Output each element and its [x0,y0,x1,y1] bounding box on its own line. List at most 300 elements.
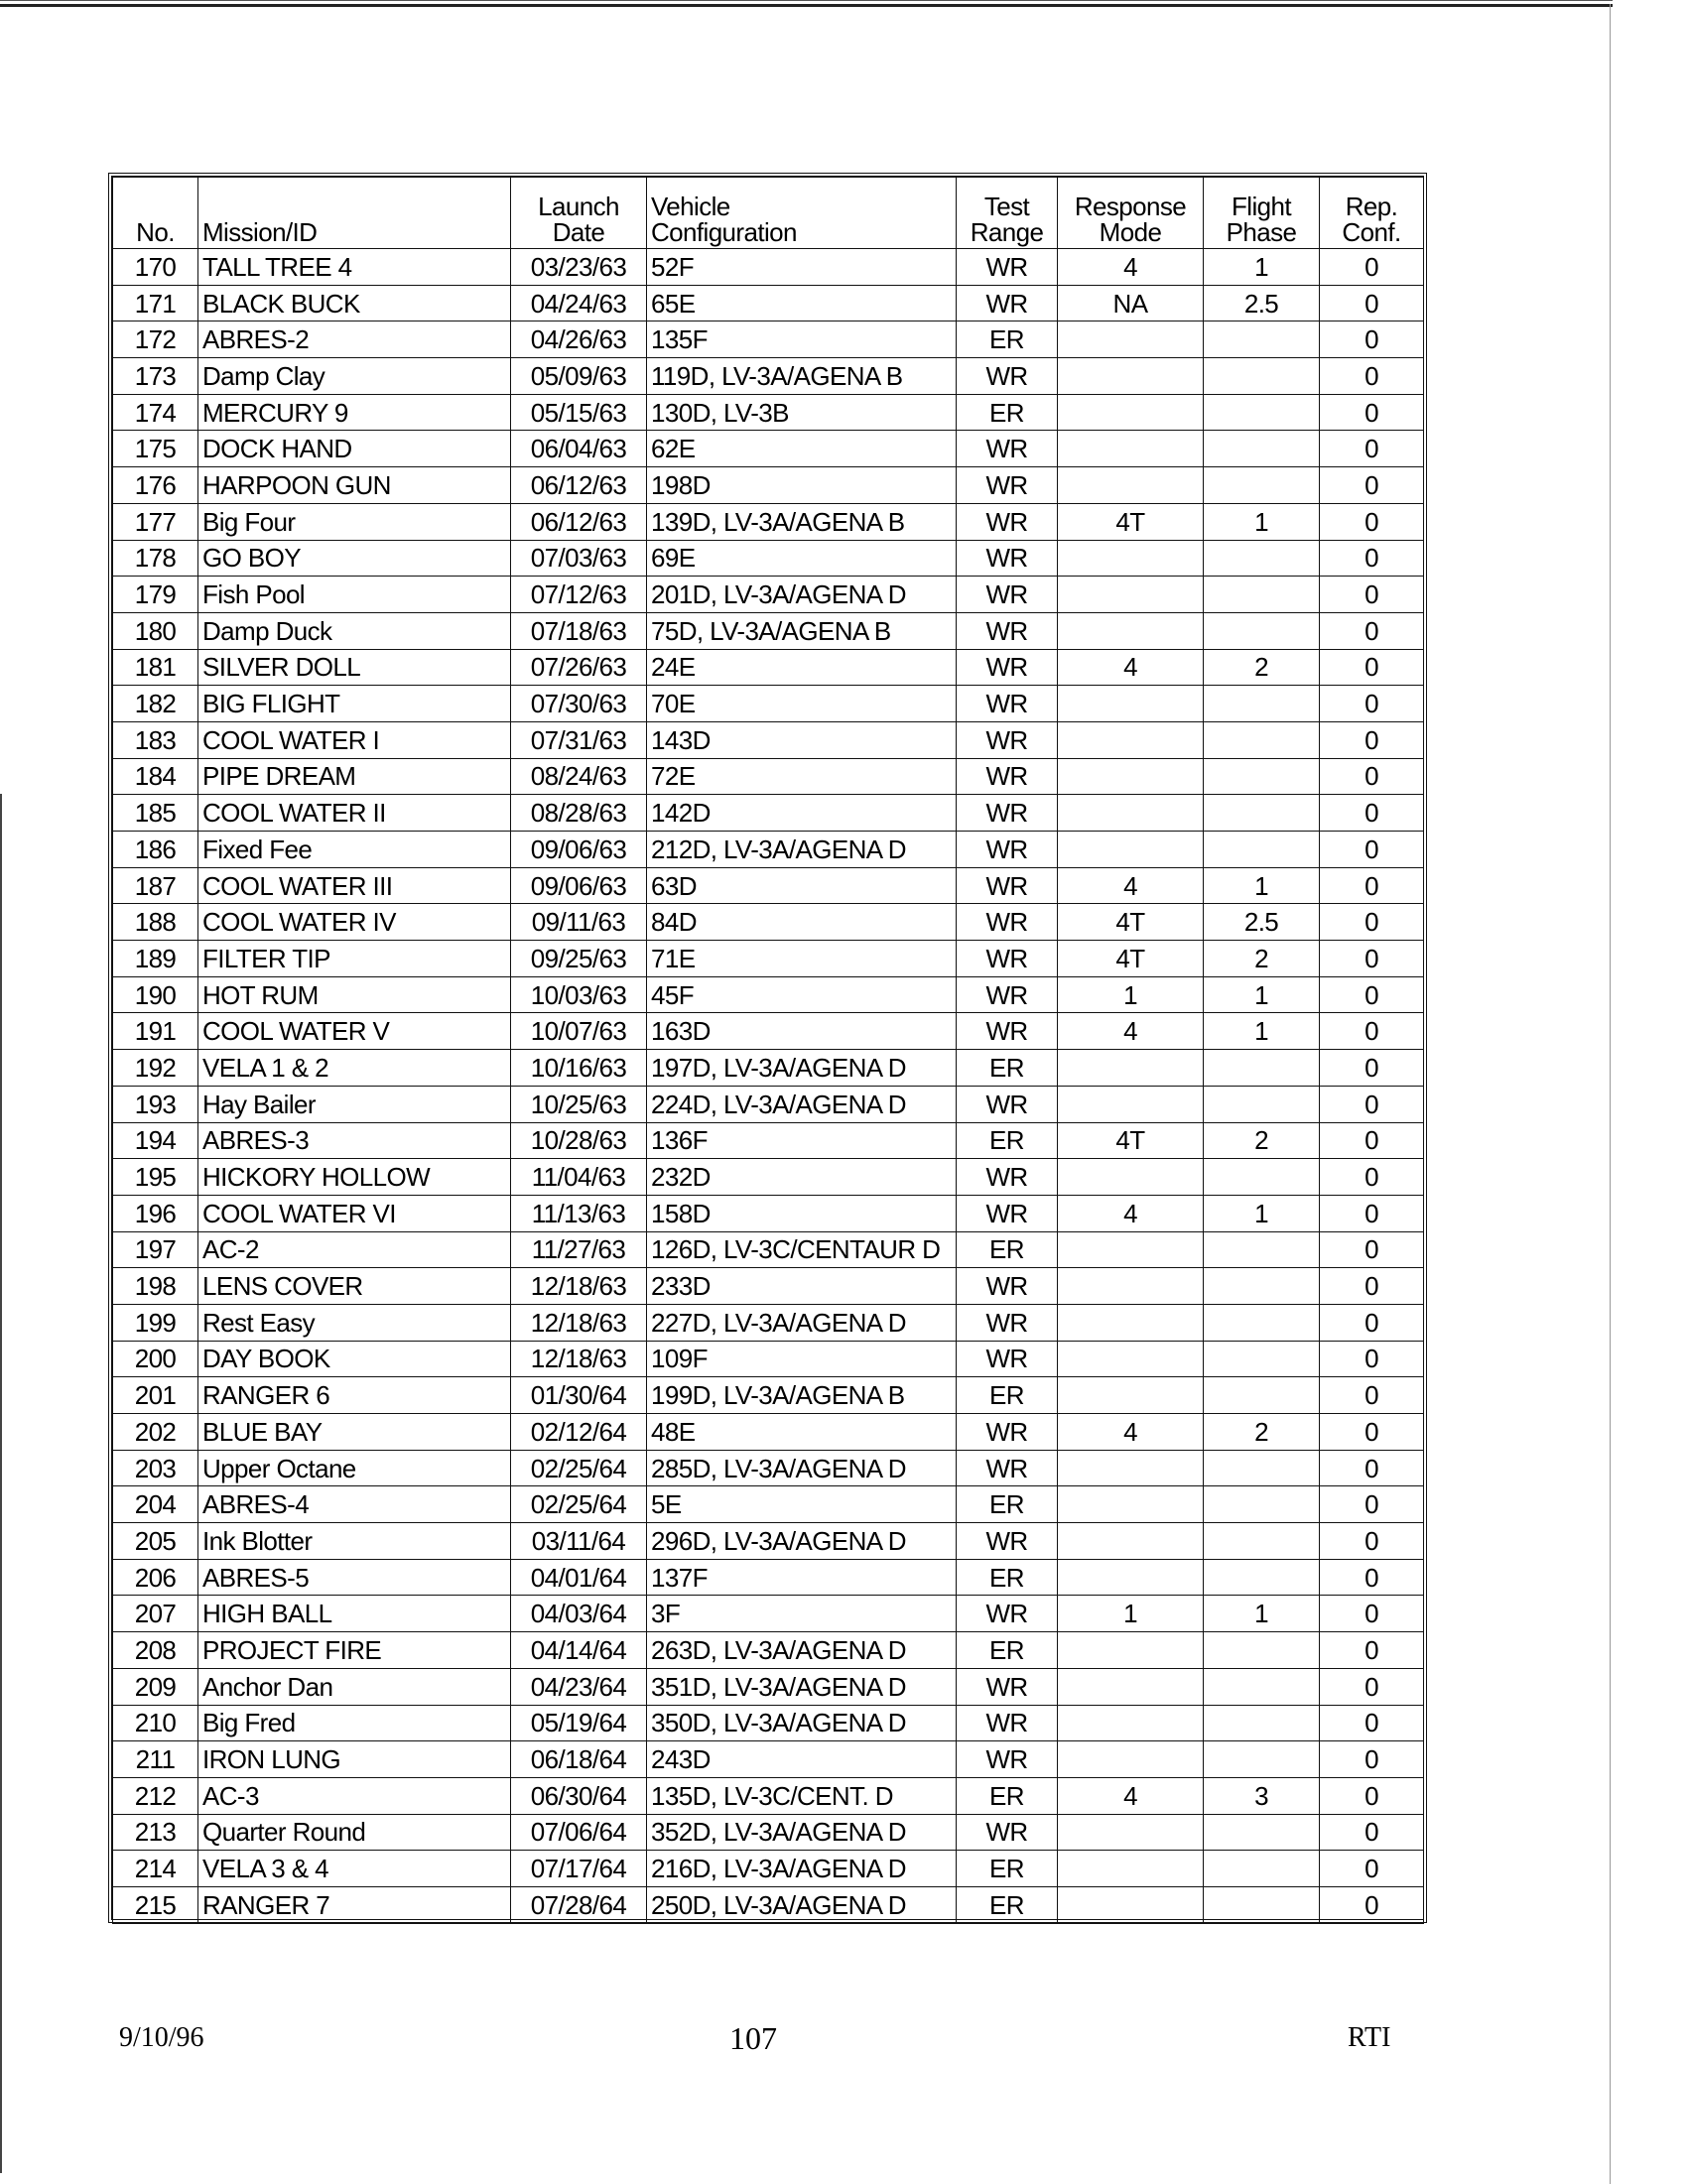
cell-test-range: WR [957,758,1058,795]
cell-vehicle-configuration: 216D, LV-3A/AGENA D [647,1851,957,1887]
cell-vehicle-configuration: 163D [647,1013,957,1050]
cell-flight-phase: 1 [1204,1195,1320,1231]
cell-no: 183 [113,721,198,758]
table-row [113,976,1424,1013]
cell-no: 204 [113,1486,198,1523]
cell-response-mode [1058,795,1204,832]
cell-launch-date: 06/18/64 [511,1741,647,1778]
cell-vehicle-configuration: 119D, LV-3A/AGENA B [647,358,957,395]
header-launch-date: Launch Date [511,178,647,249]
cell-rep-conf: 0 [1320,941,1424,977]
cell-test-range: WR [957,1814,1058,1851]
cell-vehicle-configuration: 263D, LV-3A/AGENA D [647,1632,957,1669]
cell-flight-phase: 2 [1204,649,1320,686]
cell-vehicle-configuration: 351D, LV-3A/AGENA D [647,1668,957,1705]
cell-response-mode [1058,577,1204,613]
cell-rep-conf: 0 [1320,867,1424,904]
cell-response-mode [1058,1304,1204,1341]
cell-test-range: WR [957,1341,1058,1377]
cell-launch-date: 12/18/63 [511,1268,647,1305]
cell-rep-conf: 0 [1320,249,1424,286]
cell-flight-phase [1204,1159,1320,1196]
cell-launch-date: 04/23/64 [511,1668,647,1705]
cell-no: 207 [113,1596,198,1632]
cell-no: 212 [113,1777,198,1814]
header-no: No. [113,178,198,249]
cell-launch-date: 03/23/63 [511,249,647,286]
cell-launch-date: 07/18/63 [511,612,647,649]
cell-vehicle-configuration: 52F [647,249,957,286]
cell-flight-phase: 2 [1204,1414,1320,1451]
cell-no: 176 [113,467,198,504]
cell-test-range: WR [957,1705,1058,1741]
cell-no: 211 [113,1741,198,1778]
cell-no: 174 [113,394,198,431]
cell-launch-date: 07/26/63 [511,649,647,686]
cell-mission: DOCK HAND [198,431,511,467]
cell-vehicle-configuration: 243D [647,1741,957,1778]
table-row [113,1450,1424,1486]
cell-response-mode [1058,394,1204,431]
cell-vehicle-configuration: 352D, LV-3A/AGENA D [647,1814,957,1851]
cell-flight-phase [1204,321,1320,358]
cell-flight-phase [1204,540,1320,577]
cell-launch-date: 09/06/63 [511,867,647,904]
cell-rep-conf: 0 [1320,1304,1424,1341]
cell-flight-phase [1204,1886,1320,1923]
table-row [113,1523,1424,1560]
cell-mission: AC-3 [198,1777,511,1814]
cell-mission: RANGER 6 [198,1377,511,1414]
cell-mission: ABRES-3 [198,1122,511,1159]
cell-test-range: WR [957,285,1058,321]
cell-vehicle-configuration: 232D [647,1159,957,1196]
cell-flight-phase [1204,1741,1320,1778]
cell-vehicle-configuration: 135F [647,321,957,358]
cell-launch-date: 02/25/64 [511,1486,647,1523]
table-row [113,1122,1424,1159]
cell-response-mode [1058,1559,1204,1596]
cell-test-range: WR [957,467,1058,504]
cell-response-mode: 4 [1058,1414,1204,1451]
cell-rep-conf: 0 [1320,686,1424,722]
cell-flight-phase: 1 [1204,976,1320,1013]
table-row [113,758,1424,795]
header-mission: Mission/ID [198,178,511,249]
cell-no: 187 [113,867,198,904]
cell-mission: PROJECT FIRE [198,1632,511,1669]
cell-mission: Anchor Dan [198,1668,511,1705]
cell-no: 203 [113,1450,198,1486]
cell-test-range: WR [957,1450,1058,1486]
cell-test-range: WR [957,577,1058,613]
cell-flight-phase [1204,1377,1320,1414]
cell-rep-conf: 0 [1320,1814,1424,1851]
cell-launch-date: 06/12/63 [511,467,647,504]
cell-no: 215 [113,1886,198,1923]
cell-test-range: ER [957,1231,1058,1268]
cell-no: 181 [113,649,198,686]
cell-response-mode: 4T [1058,904,1204,941]
top-border [0,4,1613,7]
cell-response-mode [1058,540,1204,577]
cell-launch-date: 11/27/63 [511,1231,647,1268]
cell-mission: Upper Octane [198,1450,511,1486]
table-row [113,1159,1424,1196]
cell-test-range: ER [957,321,1058,358]
cell-response-mode [1058,358,1204,395]
table-row [113,904,1424,941]
table-row [113,467,1424,504]
cell-vehicle-configuration: 143D [647,721,957,758]
header-flight-phase: Flight Phase [1204,178,1320,249]
cell-flight-phase [1204,1341,1320,1377]
cell-mission: VELA 3 & 4 [198,1851,511,1887]
cell-launch-date: 07/30/63 [511,686,647,722]
cell-response-mode: 4T [1058,941,1204,977]
cell-test-range: WR [957,1086,1058,1122]
cell-vehicle-configuration: 233D [647,1268,957,1305]
cell-no: 190 [113,976,198,1013]
cell-test-range: WR [957,1668,1058,1705]
cell-test-range: WR [957,832,1058,868]
cell-launch-date: 05/15/63 [511,394,647,431]
header-test-range: Test Range [957,178,1058,249]
cell-rep-conf: 0 [1320,1086,1424,1122]
cell-rep-conf: 0 [1320,1231,1424,1268]
cell-launch-date: 12/18/63 [511,1341,647,1377]
cell-rep-conf: 0 [1320,1341,1424,1377]
cell-no: 195 [113,1159,198,1196]
cell-mission: ABRES-5 [198,1559,511,1596]
cell-mission: PIPE DREAM [198,758,511,795]
table-row [113,503,1424,540]
cell-launch-date: 02/12/64 [511,1414,647,1451]
cell-rep-conf: 0 [1320,1632,1424,1669]
cell-rep-conf: 0 [1320,1851,1424,1887]
cell-launch-date: 03/11/64 [511,1523,647,1560]
cell-flight-phase [1204,1851,1320,1887]
cell-test-range: WR [957,1414,1058,1451]
cell-launch-date: 10/28/63 [511,1122,647,1159]
cell-flight-phase [1204,1523,1320,1560]
cell-rep-conf: 0 [1320,1050,1424,1087]
cell-no: 193 [113,1086,198,1122]
cell-no: 196 [113,1195,198,1231]
cell-rep-conf: 0 [1320,1523,1424,1560]
table-row [113,1741,1424,1778]
cell-no: 179 [113,577,198,613]
cell-test-range: ER [957,1486,1058,1523]
table-row [113,358,1424,395]
table-row [113,1777,1424,1814]
cell-test-range: WR [957,1741,1058,1778]
cell-mission: Hay Bailer [198,1086,511,1122]
cell-rep-conf: 0 [1320,1195,1424,1231]
cell-response-mode: 4 [1058,1195,1204,1231]
cell-mission: FILTER TIP [198,941,511,977]
cell-launch-date: 07/06/64 [511,1814,647,1851]
cell-rep-conf: 0 [1320,649,1424,686]
cell-rep-conf: 0 [1320,758,1424,795]
table-row [113,1195,1424,1231]
cell-test-range: WR [957,941,1058,977]
cell-vehicle-configuration: 197D, LV-3A/AGENA D [647,1050,957,1087]
cell-rep-conf: 0 [1320,976,1424,1013]
cell-rep-conf: 0 [1320,1486,1424,1523]
cell-response-mode [1058,1705,1204,1741]
cell-response-mode: 1 [1058,976,1204,1013]
cell-mission: AC-2 [198,1231,511,1268]
cell-no: 173 [113,358,198,395]
header-response-mode: Response Mode [1058,178,1204,249]
cell-test-range: WR [957,1013,1058,1050]
cell-no: 199 [113,1304,198,1341]
cell-response-mode [1058,431,1204,467]
cell-no: 180 [113,612,198,649]
cell-mission: COOL WATER VI [198,1195,511,1231]
table-row [113,577,1424,613]
cell-response-mode [1058,1523,1204,1560]
cell-test-range: ER [957,394,1058,431]
cell-vehicle-configuration: 224D, LV-3A/AGENA D [647,1086,957,1122]
cell-response-mode: 1 [1058,1596,1204,1632]
cell-test-range: ER [957,1632,1058,1669]
table-row [113,249,1424,286]
cell-response-mode: 4 [1058,649,1204,686]
cell-no: 171 [113,285,198,321]
cell-mission: BIG FLIGHT [198,686,511,722]
cell-no: 202 [113,1414,198,1451]
cell-flight-phase [1204,577,1320,613]
table-row [113,1486,1424,1523]
cell-vehicle-configuration: 72E [647,758,957,795]
cell-test-range: WR [957,431,1058,467]
table-row [113,721,1424,758]
cell-flight-phase [1204,1304,1320,1341]
cell-test-range: WR [957,795,1058,832]
cell-mission: HIGH BALL [198,1596,511,1632]
table-row [113,1668,1424,1705]
cell-test-range: WR [957,1195,1058,1231]
cell-no: 186 [113,832,198,868]
cell-test-range: WR [957,540,1058,577]
cell-vehicle-configuration: 63D [647,867,957,904]
cell-rep-conf: 0 [1320,467,1424,504]
table-row [113,1814,1424,1851]
cell-launch-date: 04/01/64 [511,1559,647,1596]
table-row [113,394,1424,431]
cell-mission: TALL TREE 4 [198,249,511,286]
table-row [113,1632,1424,1669]
table-row [113,612,1424,649]
cell-response-mode [1058,321,1204,358]
mission-table [112,177,1424,1924]
cell-vehicle-configuration: 350D, LV-3A/AGENA D [647,1705,957,1741]
cell-response-mode [1058,612,1204,649]
cell-response-mode [1058,1450,1204,1486]
cell-mission: IRON LUNG [198,1741,511,1778]
cell-launch-date: 07/28/64 [511,1886,647,1923]
cell-no: 214 [113,1851,198,1887]
cell-mission: Damp Clay [198,358,511,395]
cell-test-range: WR [957,904,1058,941]
cell-rep-conf: 0 [1320,1886,1424,1923]
cell-test-range: WR [957,249,1058,286]
cell-flight-phase [1204,721,1320,758]
cell-flight-phase [1204,431,1320,467]
cell-mission: ABRES-2 [198,321,511,358]
cell-flight-phase: 2.5 [1204,904,1320,941]
cell-mission: COOL WATER III [198,867,511,904]
cell-response-mode [1058,1050,1204,1087]
cell-mission: RANGER 7 [198,1886,511,1923]
table-row [113,1013,1424,1050]
cell-vehicle-configuration: 45F [647,976,957,1013]
cell-test-range: ER [957,1886,1058,1923]
cell-rep-conf: 0 [1320,1414,1424,1451]
cell-rep-conf: 0 [1320,1596,1424,1632]
table-row [113,1341,1424,1377]
cell-mission: COOL WATER IV [198,904,511,941]
cell-mission: HICKORY HOLLOW [198,1159,511,1196]
cell-mission: COOL WATER II [198,795,511,832]
cell-flight-phase: 2 [1204,941,1320,977]
cell-no: 197 [113,1231,198,1268]
cell-response-mode [1058,832,1204,868]
cell-rep-conf: 0 [1320,577,1424,613]
table-row [113,649,1424,686]
cell-no: 172 [113,321,198,358]
cell-response-mode [1058,1741,1204,1778]
table-row [113,1559,1424,1596]
cell-test-range: WR [957,649,1058,686]
cell-mission: Quarter Round [198,1814,511,1851]
table-header-row [113,178,1424,249]
cell-vehicle-configuration: 69E [647,540,957,577]
cell-flight-phase [1204,394,1320,431]
cell-flight-phase [1204,1231,1320,1268]
cell-rep-conf: 0 [1320,1122,1424,1159]
cell-launch-date: 05/19/64 [511,1705,647,1741]
cell-no: 175 [113,431,198,467]
cell-test-range: WR [957,1159,1058,1196]
cell-no: 206 [113,1559,198,1596]
cell-no: 198 [113,1268,198,1305]
cell-mission: COOL WATER V [198,1013,511,1050]
cell-no: 213 [113,1814,198,1851]
cell-launch-date: 04/26/63 [511,321,647,358]
cell-rep-conf: 0 [1320,503,1424,540]
cell-response-mode [1058,1632,1204,1669]
cell-vehicle-configuration: 62E [647,431,957,467]
cell-launch-date: 10/03/63 [511,976,647,1013]
cell-no: 208 [113,1632,198,1669]
cell-rep-conf: 0 [1320,321,1424,358]
cell-rep-conf: 0 [1320,612,1424,649]
cell-mission: Rest Easy [198,1304,511,1341]
cell-response-mode [1058,1159,1204,1196]
cell-vehicle-configuration: 135D, LV-3C/CENT. D [647,1777,957,1814]
cell-launch-date: 04/14/64 [511,1632,647,1669]
cell-flight-phase [1204,1814,1320,1851]
cell-rep-conf: 0 [1320,1377,1424,1414]
table-row [113,540,1424,577]
cell-flight-phase: 1 [1204,503,1320,540]
cell-vehicle-configuration: 75D, LV-3A/AGENA B [647,612,957,649]
table-row [113,1705,1424,1741]
cell-flight-phase [1204,1268,1320,1305]
table-row [113,1304,1424,1341]
cell-test-range: WR [957,1304,1058,1341]
cell-launch-date: 10/16/63 [511,1050,647,1087]
cell-response-mode [1058,1486,1204,1523]
cell-launch-date: 07/31/63 [511,721,647,758]
cell-vehicle-configuration: 201D, LV-3A/AGENA D [647,577,957,613]
cell-launch-date: 07/03/63 [511,540,647,577]
cell-response-mode [1058,1231,1204,1268]
cell-vehicle-configuration: 285D, LV-3A/AGENA D [647,1450,957,1486]
cell-mission: Big Fred [198,1705,511,1741]
cell-mission: GO BOY [198,540,511,577]
cell-test-range: WR [957,867,1058,904]
cell-response-mode [1058,1377,1204,1414]
cell-response-mode [1058,721,1204,758]
cell-rep-conf: 0 [1320,394,1424,431]
cell-launch-date: 11/04/63 [511,1159,647,1196]
cell-vehicle-configuration: 48E [647,1414,957,1451]
cell-test-range: ER [957,1559,1058,1596]
cell-mission: Fixed Fee [198,832,511,868]
cell-launch-date: 12/18/63 [511,1304,647,1341]
cell-launch-date: 11/13/63 [511,1195,647,1231]
cell-test-range: WR [957,358,1058,395]
cell-launch-date: 04/03/64 [511,1596,647,1632]
cell-rep-conf: 0 [1320,1559,1424,1596]
cell-launch-date: 06/12/63 [511,503,647,540]
cell-test-range: WR [957,1596,1058,1632]
cell-mission: VELA 1 & 2 [198,1050,511,1087]
cell-response-mode: 4 [1058,249,1204,286]
cell-launch-date: 07/17/64 [511,1851,647,1887]
cell-no: 177 [113,503,198,540]
cell-no: 201 [113,1377,198,1414]
cell-flight-phase: 3 [1204,1777,1320,1814]
left-border [0,794,2,2173]
cell-flight-phase [1204,686,1320,722]
cell-vehicle-configuration: 130D, LV-3B [647,394,957,431]
table-row [113,431,1424,467]
cell-no: 170 [113,249,198,286]
cell-flight-phase [1204,758,1320,795]
table-body [113,249,1424,1924]
cell-launch-date: 06/04/63 [511,431,647,467]
cell-test-range: ER [957,1851,1058,1887]
cell-vehicle-configuration: 126D, LV-3C/CENTAUR D [647,1231,957,1268]
page-number: 107 [729,2020,777,2056]
cell-vehicle-configuration: 136F [647,1122,957,1159]
table-row [113,941,1424,977]
cell-mission: HARPOON GUN [198,467,511,504]
cell-vehicle-configuration: 84D [647,904,957,941]
cell-rep-conf: 0 [1320,358,1424,395]
cell-vehicle-configuration: 296D, LV-3A/AGENA D [647,1523,957,1560]
cell-launch-date: 09/06/63 [511,832,647,868]
table-row [113,1050,1424,1087]
footer-date: 9/10/96 [119,2022,204,2053]
cell-rep-conf: 0 [1320,1668,1424,1705]
cell-no: 210 [113,1705,198,1741]
